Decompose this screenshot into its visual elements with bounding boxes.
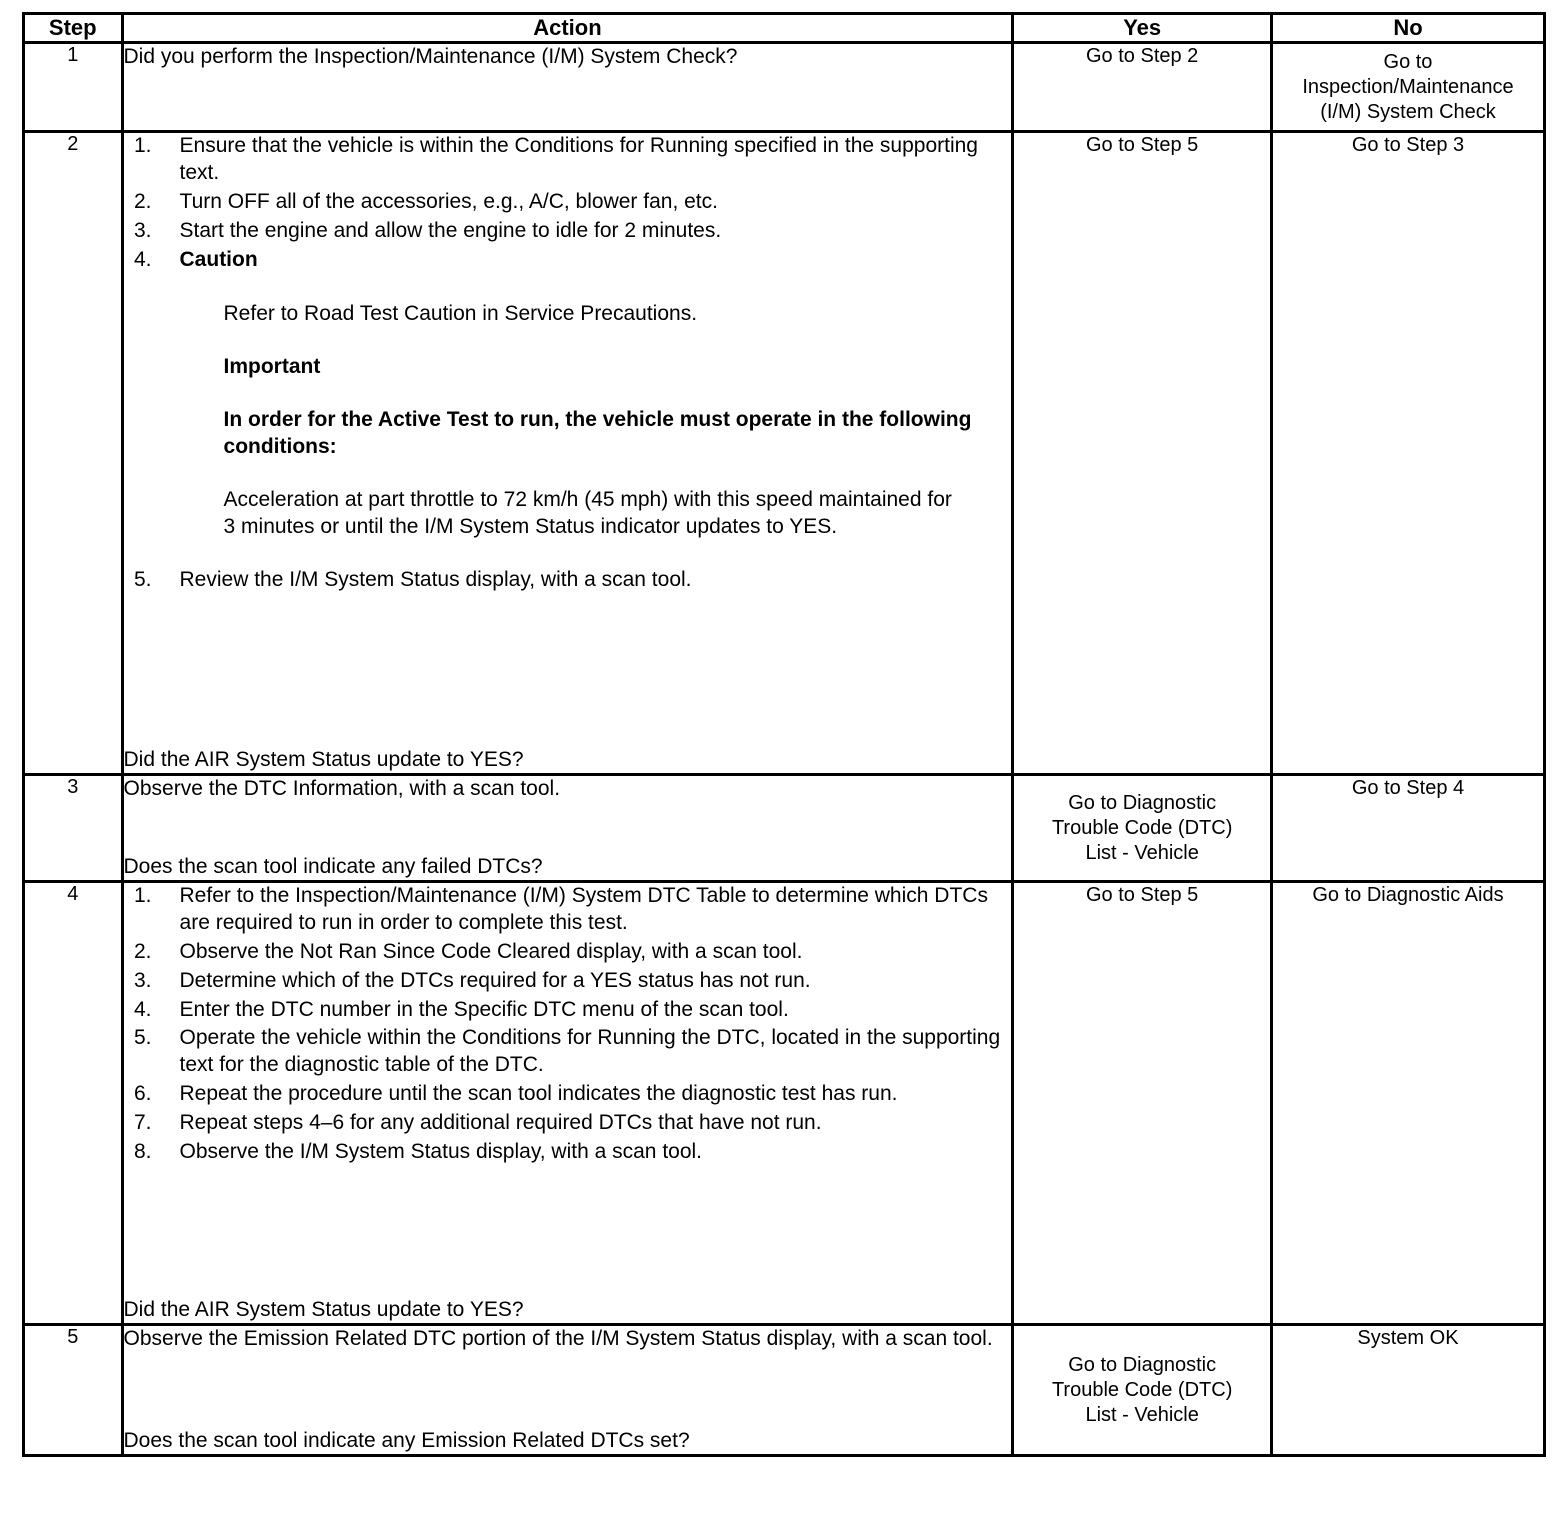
list-item-number: 4. xyxy=(134,997,152,1021)
step-number: 5 xyxy=(24,1325,123,1456)
list-item-text: Determine which of the DTCs required for a YES status has not run. xyxy=(179,968,811,992)
action-cell xyxy=(122,775,1013,882)
table-row xyxy=(24,882,1545,1325)
yes-cell xyxy=(1013,132,1272,775)
list-item-number: 2. xyxy=(134,939,152,963)
yes-cell xyxy=(1013,882,1272,1325)
yes-cell xyxy=(1013,775,1272,882)
yes-text-line3: List - Vehicle xyxy=(1085,841,1199,864)
yes-text-line1: Go to Diagnostic xyxy=(1068,1353,1217,1376)
table-row xyxy=(24,775,1545,882)
list-item-text: Repeat steps 4–6 for any additional required DTCs that have not run. xyxy=(179,1111,822,1134)
table-header-row xyxy=(24,14,1545,43)
list-item-text: Ensure that the vehicle is within the Conditions for Running specified in the supporting text. xyxy=(179,134,978,184)
no-text-line1: Go to xyxy=(1383,50,1433,73)
list-item-text: Repeat the procedure until the scan tool indicates the diagnostic test has run. xyxy=(179,1082,898,1106)
yes-text-line2: Trouble Code (DTC) xyxy=(1051,1378,1233,1401)
no-cell xyxy=(1271,775,1544,882)
header-action: Action xyxy=(122,14,1013,43)
action-instruction: Observe the Emission Related DTC portion of the I/M System Status display, with a scan tool. xyxy=(123,1327,993,1350)
no-cell xyxy=(1271,43,1544,132)
no-text-line3: (I/M) System Check xyxy=(1320,100,1496,123)
list-item-text: Start the engine and allow the engine to idle for 2 minutes. xyxy=(179,218,722,242)
important-label: Important xyxy=(223,355,321,379)
header-yes: Yes xyxy=(1013,14,1272,43)
no-text: Go to Diagnostic Aids xyxy=(1312,884,1504,906)
list-item-number: 3. xyxy=(134,218,152,242)
action-question: Did the AIR System Status update to YES? xyxy=(123,1297,524,1321)
action-cell xyxy=(122,43,1013,132)
yes-cell xyxy=(1013,43,1272,132)
list-item xyxy=(124,883,1012,937)
no-text: Go to Step 4 xyxy=(1351,777,1465,799)
action-question: Did you perform the Inspection/Maintenance (I/M) System Check? xyxy=(123,45,738,68)
list-item xyxy=(124,1081,1012,1108)
list-item-text: Refer to the Inspection/Maintenance (I/M) System DTC Table to determine which DTCs are required to run in order to complete this test. xyxy=(179,884,988,934)
action-step-list xyxy=(124,883,1012,1166)
action-cell xyxy=(122,1325,1013,1456)
list-item-number: 3. xyxy=(134,968,152,992)
list-item xyxy=(124,218,1012,245)
list-item xyxy=(124,567,1012,594)
list-item xyxy=(124,939,1012,966)
yes-text-line3: List - Vehicle xyxy=(1085,1403,1199,1426)
list-item-number: 1. xyxy=(134,134,152,157)
action-cell xyxy=(122,132,1013,775)
step-number: 3 xyxy=(24,775,123,882)
header-no: No xyxy=(1271,14,1544,43)
action-instruction: Observe the DTC Information, with a scan tool. xyxy=(123,777,561,800)
no-cell xyxy=(1271,882,1544,1325)
yes-text-line1: Go to Diagnostic xyxy=(1068,791,1217,814)
list-item xyxy=(124,1139,1012,1166)
list-item-number: 6. xyxy=(134,1082,152,1106)
yes-cell xyxy=(1013,1325,1272,1456)
list-item-number: 1. xyxy=(134,884,152,907)
action-question: Does the scan tool indicate any Emission Related DTCs set? xyxy=(123,1428,690,1452)
no-text-line2: Inspection/Maintenance xyxy=(1302,75,1514,98)
no-cell xyxy=(1271,132,1544,775)
conditions-text: Acceleration at part throttle to 72 km/h (45 mph) with this speed maintained for 3 minutes or until the I/M System Status indicator updates to YES. xyxy=(223,487,952,538)
action-cell xyxy=(122,882,1013,1325)
list-item xyxy=(124,1110,1012,1137)
list-item-text: Enter the DTC number in the Specific DTC menu of the scan tool. xyxy=(179,997,789,1021)
list-item xyxy=(124,133,1012,187)
action-question: Does the scan tool indicate any failed DTCs? xyxy=(123,854,543,878)
list-item xyxy=(124,247,1012,274)
yes-text-line2: Trouble Code (DTC) xyxy=(1051,816,1233,839)
yes-text: Go to Step 2 xyxy=(1086,45,1199,67)
table-row xyxy=(24,1325,1545,1456)
caution-text: Refer to Road Test Caution in Service Precautions. xyxy=(223,302,698,326)
list-item-number: 5. xyxy=(134,567,152,591)
list-item-text: Review the I/M System Status display, with a scan tool. xyxy=(179,567,692,591)
list-item xyxy=(124,968,1012,995)
yes-text: Go to Step 5 xyxy=(1086,884,1199,906)
step-number: 4 xyxy=(24,882,123,1325)
step-number: 2 xyxy=(24,132,123,775)
no-text: System OK xyxy=(1357,1327,1459,1349)
table-row xyxy=(24,43,1545,132)
caution-label: Caution xyxy=(179,247,258,271)
table-row xyxy=(24,132,1545,775)
yes-text: Go to Step 5 xyxy=(1086,134,1199,156)
diagnostic-steps-table xyxy=(22,12,1546,1457)
list-item xyxy=(124,997,1012,1024)
list-item-text: Observe the Not Ran Since Code Cleared display, with a scan tool. xyxy=(179,939,803,963)
list-item xyxy=(124,189,1012,216)
action-question: Did the AIR System Status update to YES? xyxy=(123,747,524,771)
action-step-list-continued xyxy=(124,567,1012,594)
list-item-number: 5. xyxy=(134,1026,152,1050)
list-item-text: Turn OFF all of the accessories, e.g., A/C, blower fan, etc. xyxy=(179,189,718,213)
step-number: 1 xyxy=(24,43,123,132)
no-cell xyxy=(1271,1325,1544,1456)
list-item xyxy=(124,1025,1012,1079)
list-item-number: 8. xyxy=(134,1139,152,1163)
header-step: Step xyxy=(24,14,123,43)
list-item-number: 7. xyxy=(134,1111,152,1134)
list-item-text: Observe the I/M System Status display, with a scan tool. xyxy=(179,1139,703,1163)
list-item-number: 4. xyxy=(134,247,152,271)
action-step-list xyxy=(124,133,1012,273)
list-item-number: 2. xyxy=(134,189,152,213)
list-item-text: Operate the vehicle within the Conditions for Running the DTC, located in the supporting text for the diagnostic table of the DTC. xyxy=(179,1026,1001,1077)
important-text: In order for the Active Test to run, the vehicle must operate in the following conditions: xyxy=(223,408,972,458)
no-text: Go to Step 3 xyxy=(1351,134,1465,156)
